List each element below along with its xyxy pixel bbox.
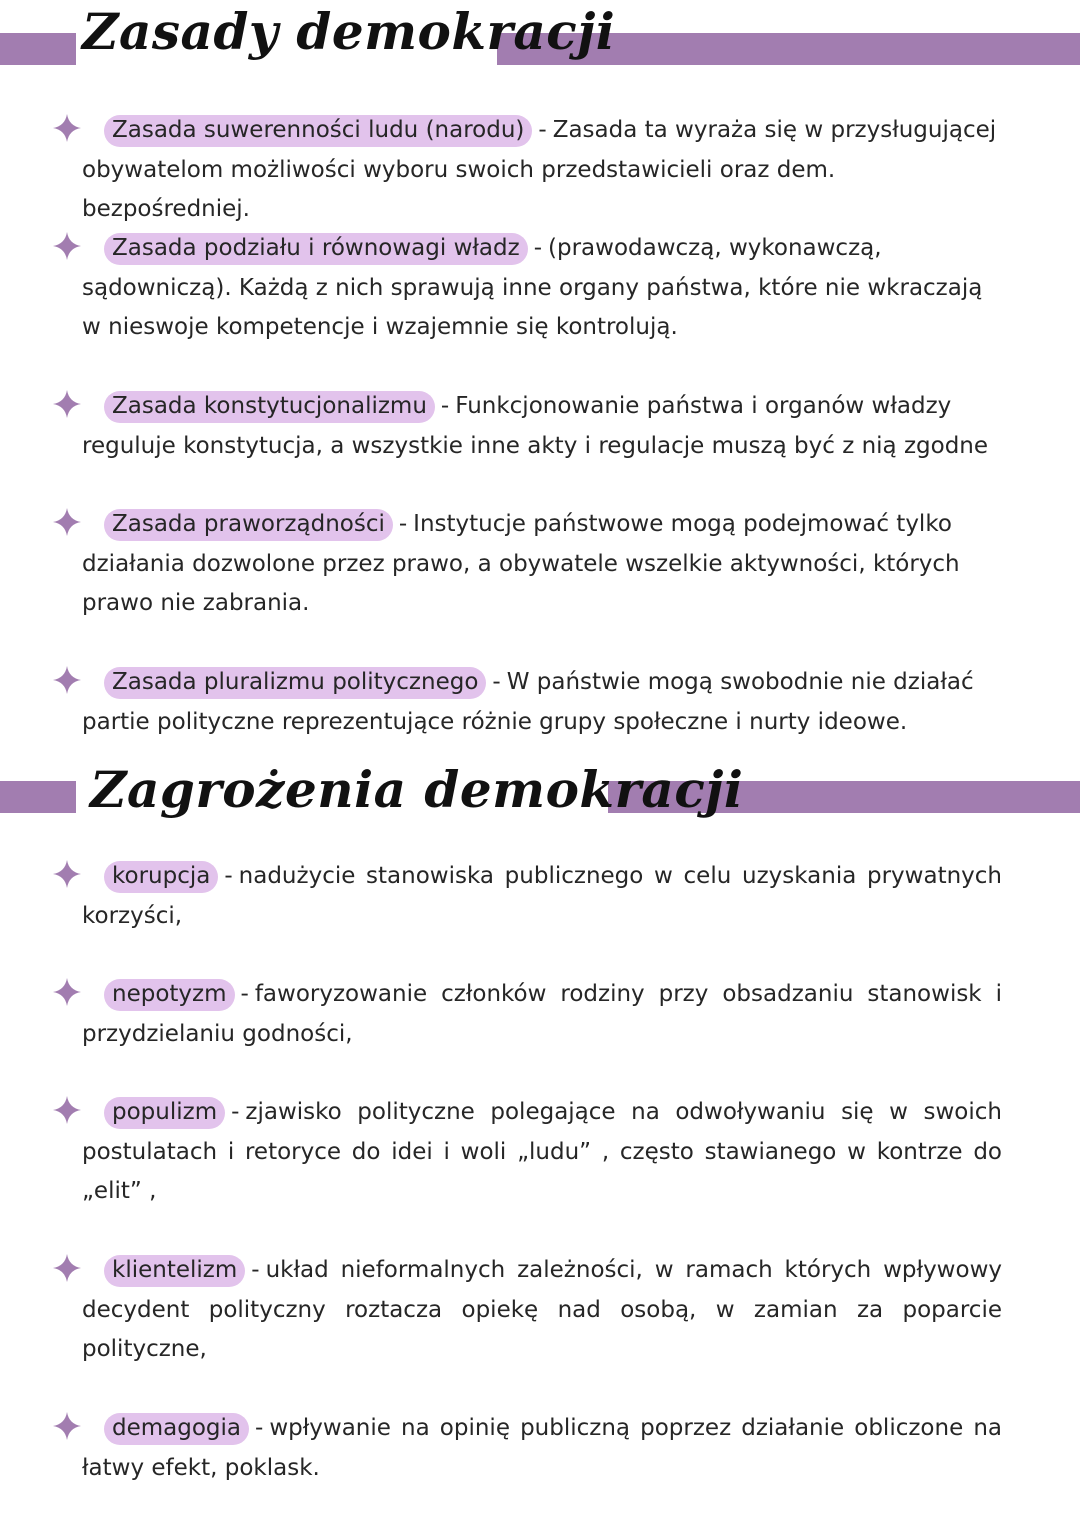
- list-item: demagogia - wpływanie na opinię publiczną poprzez działanie obliczone na łatwy efekt, poklask.: [52, 1409, 1002, 1488]
- four-point-star-icon: [52, 1095, 82, 1125]
- term-highlight: demagogia: [104, 1413, 249, 1445]
- section-title: Zasady demokracji: [82, 2, 616, 61]
- term-highlight: Zasada praworządności: [104, 509, 393, 541]
- term-description: zjawisko polityczne polegające na odwoływaniu się w swoich postulatach i retoryce do idei i woli „ludu” , często stawianego w kontrze do „elit” ,: [82, 1099, 1002, 1204]
- term-highlight: Zasada pluralizmu politycznego: [104, 667, 486, 699]
- term-highlight: populizm: [104, 1097, 225, 1129]
- term-description: układ nieformalnych zależności, w ramach których wpływowy decydent polityczny roztacza opiekę nad osobą, w zamian za poparcie polityczne,: [82, 1257, 1002, 1362]
- term-highlight: korupcja: [104, 861, 218, 893]
- term-highlight: klientelizm: [104, 1255, 245, 1287]
- list-item: Zasada konstytucjonalizmu - Funkcjonowanie państwa i organów władzy reguluje konstytucja, a wszystkie inne akty i regulacje muszą być z nią zgodne: [52, 387, 1002, 466]
- section-header-principles: [0, 0, 1080, 80]
- term-description: Funkcjonowanie państwa i organów władzy reguluje konstytucja, a wszystkie inne akty i regulacje muszą być z nią zgodne: [82, 393, 989, 459]
- term-description: Zasada ta wyraża się w przysługującej obywatelom możliwości wyboru swoich przedstawicieli oraz dem. bezpośredniej.: [82, 117, 997, 222]
- section-header-threats: [0, 758, 1080, 838]
- term-description: (prawodawczą, wykonawczą, sądowniczą). Każdą z nich sprawują inne organy państwa, które nie wkraczają w nieswoje kompetencje i wzajemnie się kontrolują.: [82, 235, 983, 340]
- term-description: Instytucje państwowe mogą podejmować tylko działania dozwolone przez prawo, a obywatele wszelkie aktywności, których prawo nie zabrania.: [82, 511, 960, 616]
- term-highlight: Zasada suwerenności ludu (narodu): [104, 115, 532, 147]
- term-description: faworyzowanie członków rodziny przy obsadzaniu stanowisk i przydzielaniu godności,: [82, 981, 1002, 1047]
- list-item: populizm - zjawisko polityczne polegające na odwoływaniu się w swoich postulatach i retoryce do idei i woli „ludu” , często stawianego w kontrze do „elit” ,: [52, 1093, 1002, 1212]
- term-highlight: Zasada podziału i równowagi władz: [104, 233, 528, 265]
- list-item: Zasada suwerenności ludu (narodu) - Zasada ta wyraża się w przysługującej obywatelom możliwości wyboru swoich przedstawicieli oraz dem. bezpośredniej.: [52, 111, 1002, 230]
- list-item: klientelizm - układ nieformalnych zależności, w ramach których wpływowy decydent polityczny roztacza opiekę nad osobą, w zamian za poparcie polityczne,: [52, 1251, 1002, 1370]
- four-point-star-icon: [52, 507, 82, 537]
- four-point-star-icon: [52, 977, 82, 1007]
- header-bar-left: [0, 781, 76, 813]
- term-highlight: Zasada konstytucjonalizmu: [104, 391, 435, 423]
- list-item: Zasada podziału i równowagi władz - (prawodawczą, wykonawczą, sądowniczą). Każdą z nich sprawują inne organy państwa, które nie wkraczają w nieswoje kompetencje i wzajemnie się kontrolują.: [52, 229, 1002, 348]
- list-item: Zasada pluralizmu politycznego - W państwie mogą swobodnie nie działać partie polityczne reprezentujące różnie grupy społeczne i nurty ideowe.: [52, 663, 1002, 742]
- four-point-star-icon: [52, 859, 82, 889]
- four-point-star-icon: [52, 231, 82, 261]
- four-point-star-icon: [52, 113, 82, 143]
- list-item: Zasada praworządności - Instytucje państwowe mogą podejmować tylko działania dozwolone przez prawo, a obywatele wszelkie aktywności, których prawo nie zabrania.: [52, 505, 1002, 624]
- list-item: nepotyzm - faworyzowanie członków rodziny przy obsadzaniu stanowisk i przydzielaniu godności,: [52, 975, 1002, 1054]
- term-highlight: nepotyzm: [104, 979, 235, 1011]
- four-point-star-icon: [52, 1253, 82, 1283]
- section-title: Zagrożenia demokracji: [90, 760, 744, 819]
- four-point-star-icon: [52, 1411, 82, 1441]
- term-description: W państwie mogą swobodnie nie działać partie polityczne reprezentujące różnie grupy społeczne i nurty ideowe.: [82, 669, 974, 735]
- four-point-star-icon: [52, 389, 82, 419]
- four-point-star-icon: [52, 665, 82, 695]
- list-item: korupcja - nadużycie stanowiska publicznego w celu uzyskania prywatnych korzyści,: [52, 857, 1002, 936]
- header-bar-left: [0, 33, 76, 65]
- term-description: wpływanie na opinię publiczną poprzez działanie obliczone na łatwy efekt, poklask.: [82, 1415, 1002, 1481]
- term-description: nadużycie stanowiska publicznego w celu uzyskania prywatnych korzyści,: [82, 863, 1002, 929]
